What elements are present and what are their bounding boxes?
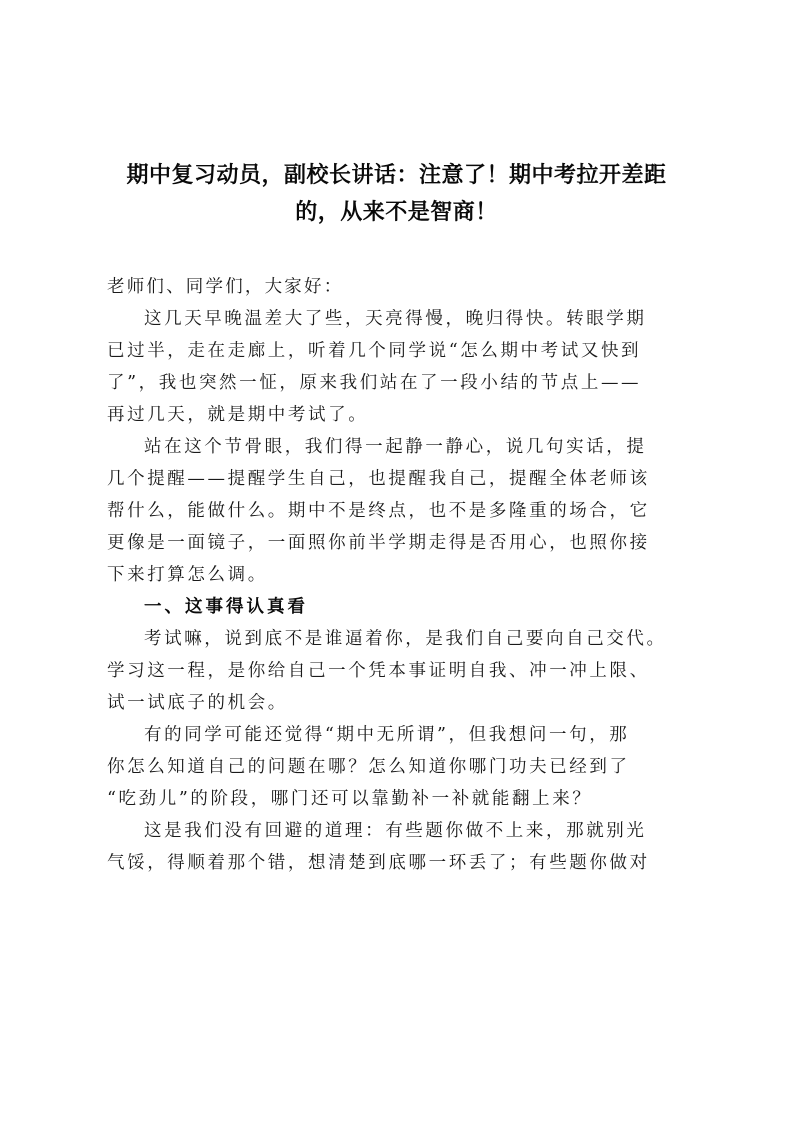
paragraph-line: 了”，我也突然一怔，原来我们站在了一段小结的节点上—— [107,373,642,393]
paragraph-line: 你怎么知道自己的问题在哪？怎么知道你哪门功夫已经到了 [107,757,630,777]
paragraph-line: 这是我们没有回避的道理：有些题你做不上来，那就别光 [144,821,647,841]
greeting: 老师们、同学们，大家好： [107,277,344,297]
paragraph-line: “吃劲儿”的阶段，哪门还可以靠勤补一补就能翻上来？ [107,789,593,809]
paragraph-line: 考试嘛，说到底不是谁逼着你，是我们自己要向自己交代。 [144,629,667,649]
paragraph-line: 再过几天，就是期中考试了。 [107,405,369,425]
paragraph-line: 站在这个节骨眼，我们得一起静一静心，说几句实话，提 [144,437,647,457]
document-title [100,157,693,231]
section-1-paragraph-3 [107,815,691,879]
section-1-paragraph-1 [107,623,691,719]
section-heading-1: 一、这事得认真看 [144,597,308,617]
paragraph-line: 帮什么，能做什么。期中不是终点，也不是多隆重的场合，它 [107,501,650,521]
paragraph-1 [107,303,691,431]
section-1-paragraph-2 [107,719,691,815]
paragraph-line: 这几天早晚温差大了些，天亮得慢，晚归得快。转眼学期 [144,309,647,329]
paragraph-line: 下来打算怎么调。 [107,565,268,585]
paragraph-line: 已过半，走在走廊上，听着几个同学说“怎么期中考试又快到 [107,341,642,361]
document-body [107,271,691,879]
paragraph-line: 几个提醒——提醒学生自己，也提醒我自己，提醒全体老师该 [107,469,650,489]
paragraph-line: 有的同学可能还觉得“期中无所谓”，但我想问一句，那 [144,725,630,745]
title-line-1: 期中复习动员，副校长讲话：注意了！期中考拉开差距 [126,163,667,188]
paragraph-line: 试一试底子的机会。 [107,693,288,713]
title-line-2: 的，从来不是智商！ [295,200,498,225]
paragraph-line: 气馁，得顺着那个错，想清楚到底哪一环丢了；有些题你做对 [107,853,650,873]
paragraph-line: 学习这一程，是你给自己一个凭本事证明自我、冲一冲上限、 [107,661,650,681]
paragraph-line: 更像是一面镜子，一面照你前半学期走得是否用心，也照你接 [107,533,650,553]
paragraph-2 [107,431,691,591]
